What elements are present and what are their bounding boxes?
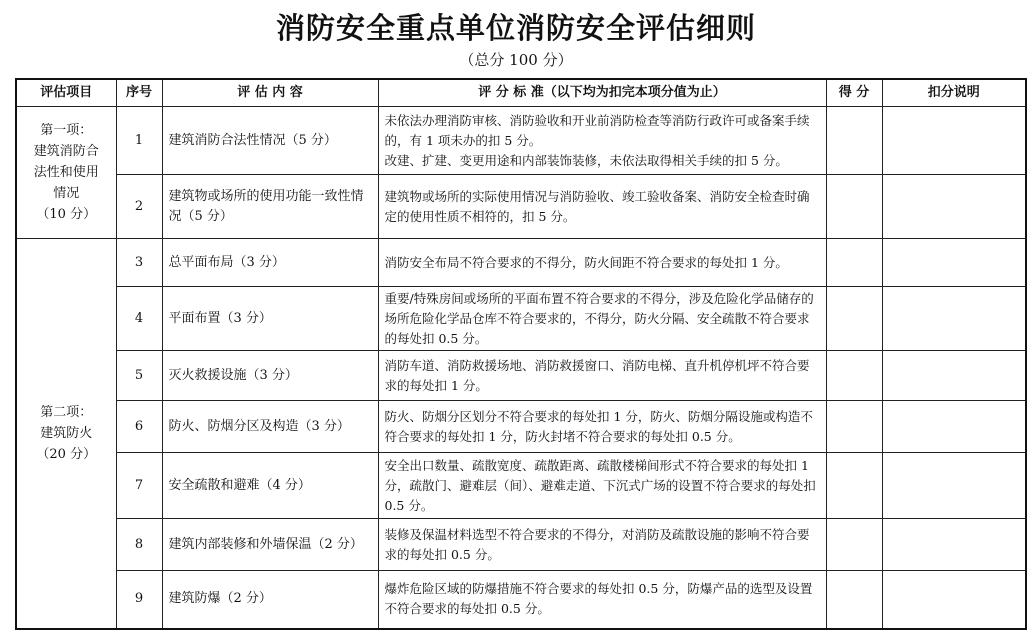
deduction-note-cell[interactable] xyxy=(882,519,1026,571)
score-cell[interactable] xyxy=(826,287,882,351)
score-cell[interactable] xyxy=(826,453,882,519)
category-text: （10 分） xyxy=(36,207,97,222)
header-deduction: 扣分说明 xyxy=(882,79,1026,107)
category-text: 建筑防火 xyxy=(40,425,93,441)
category-text: 法性和使用 xyxy=(33,165,99,180)
table-row xyxy=(16,453,1026,519)
total-score-note: （总分 100 分） xyxy=(459,51,573,69)
table-header-row xyxy=(16,79,1026,107)
item-content: 建筑防爆（2 分） xyxy=(162,571,378,629)
category-text: 情况 xyxy=(53,186,80,201)
criteria-cell xyxy=(378,287,826,351)
header-content: 评 估 内 容 xyxy=(162,79,378,107)
header-number: 序号 xyxy=(116,79,162,107)
criteria-cell xyxy=(378,401,826,453)
item-content: 灭火救援设施（3 分） xyxy=(162,351,378,401)
item-content: 建筑内部装修和外墙保温（2 分） xyxy=(162,519,378,571)
deduction-note-cell[interactable] xyxy=(882,571,1026,629)
criteria-text: 未依法办理消防审核、消防验收和开业前消防检查等消防行政许可或备案手续的，有 1 项未办的扣 5 分。 xyxy=(384,112,810,148)
score-cell[interactable] xyxy=(826,401,882,453)
item-content: 平面布置（3 分） xyxy=(162,287,378,351)
header-standard: 评 分 标 准（以下均为扣完本项分值为止） xyxy=(378,79,826,107)
deduction-note-cell[interactable] xyxy=(882,287,1026,351)
table-row xyxy=(16,107,1026,175)
table-row xyxy=(16,175,1026,239)
row-number: 7 xyxy=(116,453,162,519)
item-content: 安全疏散和避难（4 分） xyxy=(162,453,378,519)
row-number: 8 xyxy=(116,519,162,571)
table-row xyxy=(16,287,1026,351)
score-cell[interactable] xyxy=(826,175,882,239)
row-number: 3 xyxy=(116,239,162,287)
row-number: 9 xyxy=(116,571,162,629)
score-cell[interactable] xyxy=(826,239,882,287)
table-row xyxy=(16,571,1026,629)
criteria-cell xyxy=(378,519,826,571)
item-content: 防火、防烟分区及构造（3 分） xyxy=(162,401,378,453)
deduction-note-cell[interactable] xyxy=(882,453,1026,519)
row-number: 1 xyxy=(116,107,162,175)
criteria-text: 消防车道、消防救援场地、消防救援窗口、消防电梯、直升机停机坪不符合要求的每处扣 1 分。 xyxy=(384,357,810,393)
category-cell xyxy=(16,107,116,239)
criteria-cell xyxy=(378,175,826,239)
category-text: 建筑消防合 xyxy=(33,144,99,159)
deduction-note-cell[interactable] xyxy=(882,239,1026,287)
score-cell[interactable] xyxy=(826,351,882,401)
criteria-cell xyxy=(378,351,826,401)
criteria-cell xyxy=(378,571,826,629)
criteria-cell xyxy=(378,107,826,175)
item-content: 建筑消防合法性情况（5 分） xyxy=(162,107,378,175)
criteria-text: 消防安全布局不符合要求的不得分，防火间距不符合要求的每处扣 1 分。 xyxy=(384,254,788,270)
score-cell[interactable] xyxy=(826,519,882,571)
category-text: 第一项： xyxy=(40,123,93,138)
header-score: 得 分 xyxy=(826,79,882,107)
table-row xyxy=(16,401,1026,453)
table-row xyxy=(16,239,1026,287)
criteria-text: 安全出口数量、疏散宽度、疏散距离、疏散楼梯间形式不符合要求的每处扣 1 分，疏散门、避难层（间）、避难走道、下沉式广场的设置不符合要求的每处扣 0.5 分。 xyxy=(384,457,816,513)
deduction-note-cell[interactable] xyxy=(882,107,1026,175)
criteria-text: 改建、扩建、变更用途和内部装饰装修，未依法取得相关手续的扣 5 分。 xyxy=(384,152,788,168)
table-row xyxy=(16,351,1026,401)
table-row xyxy=(16,519,1026,571)
criteria-text: 重要/特殊房间或场所的平面布置不符合要求的不得分，涉及危险化学品储存的场所危险化学品仓库不符合要求的，不得分，防火分隔、安全疏散不符合要求的每处扣 0.5 分。 xyxy=(384,290,814,346)
row-number: 2 xyxy=(116,175,162,239)
criteria-text: 爆炸危险区域的防爆措施不符合要求的每处扣 0.5 分，防爆产品的选型及设置不符合要求的每处扣 0.5 分。 xyxy=(384,581,813,617)
category-text: 第二项： xyxy=(40,404,93,420)
criteria-cell xyxy=(378,239,826,287)
evaluation-table xyxy=(15,78,1027,630)
criteria-text: 建筑物或场所的实际使用情况与消防验收、竣工验收备案、消防安全检查时确定的使用性质不相符的，扣 5 分。 xyxy=(384,188,810,224)
deduction-note-cell[interactable] xyxy=(882,175,1026,239)
criteria-cell xyxy=(378,453,826,519)
score-cell[interactable] xyxy=(826,571,882,629)
document-title: 消防安全重点单位消防安全评估细则 xyxy=(275,11,756,45)
deduction-note-cell[interactable] xyxy=(882,401,1026,453)
category-text: （20 分） xyxy=(36,446,97,462)
header-project: 评估项目 xyxy=(16,79,116,107)
criteria-text: 防火、防烟分区划分不符合要求的每处扣 1 分，防火、防烟分隔设施或构造不符合要求的每处扣 1 分，防火封堵不符合要求的每处扣 0.5 分。 xyxy=(384,408,813,444)
deduction-note-cell[interactable] xyxy=(882,351,1026,401)
score-cell[interactable] xyxy=(826,107,882,175)
item-content: 建筑物或场所的使用功能一致性情况（5 分） xyxy=(162,175,378,239)
row-number: 6 xyxy=(116,401,162,453)
criteria-text: 装修及保温材料选型不符合要求的不得分，对消防及疏散设施的影响不符合要求的每处扣 0.5 分。 xyxy=(384,526,810,562)
row-number: 5 xyxy=(116,351,162,401)
category-cell xyxy=(16,239,116,629)
item-content: 总平面布局（3 分） xyxy=(162,239,378,287)
row-number: 4 xyxy=(116,287,162,351)
